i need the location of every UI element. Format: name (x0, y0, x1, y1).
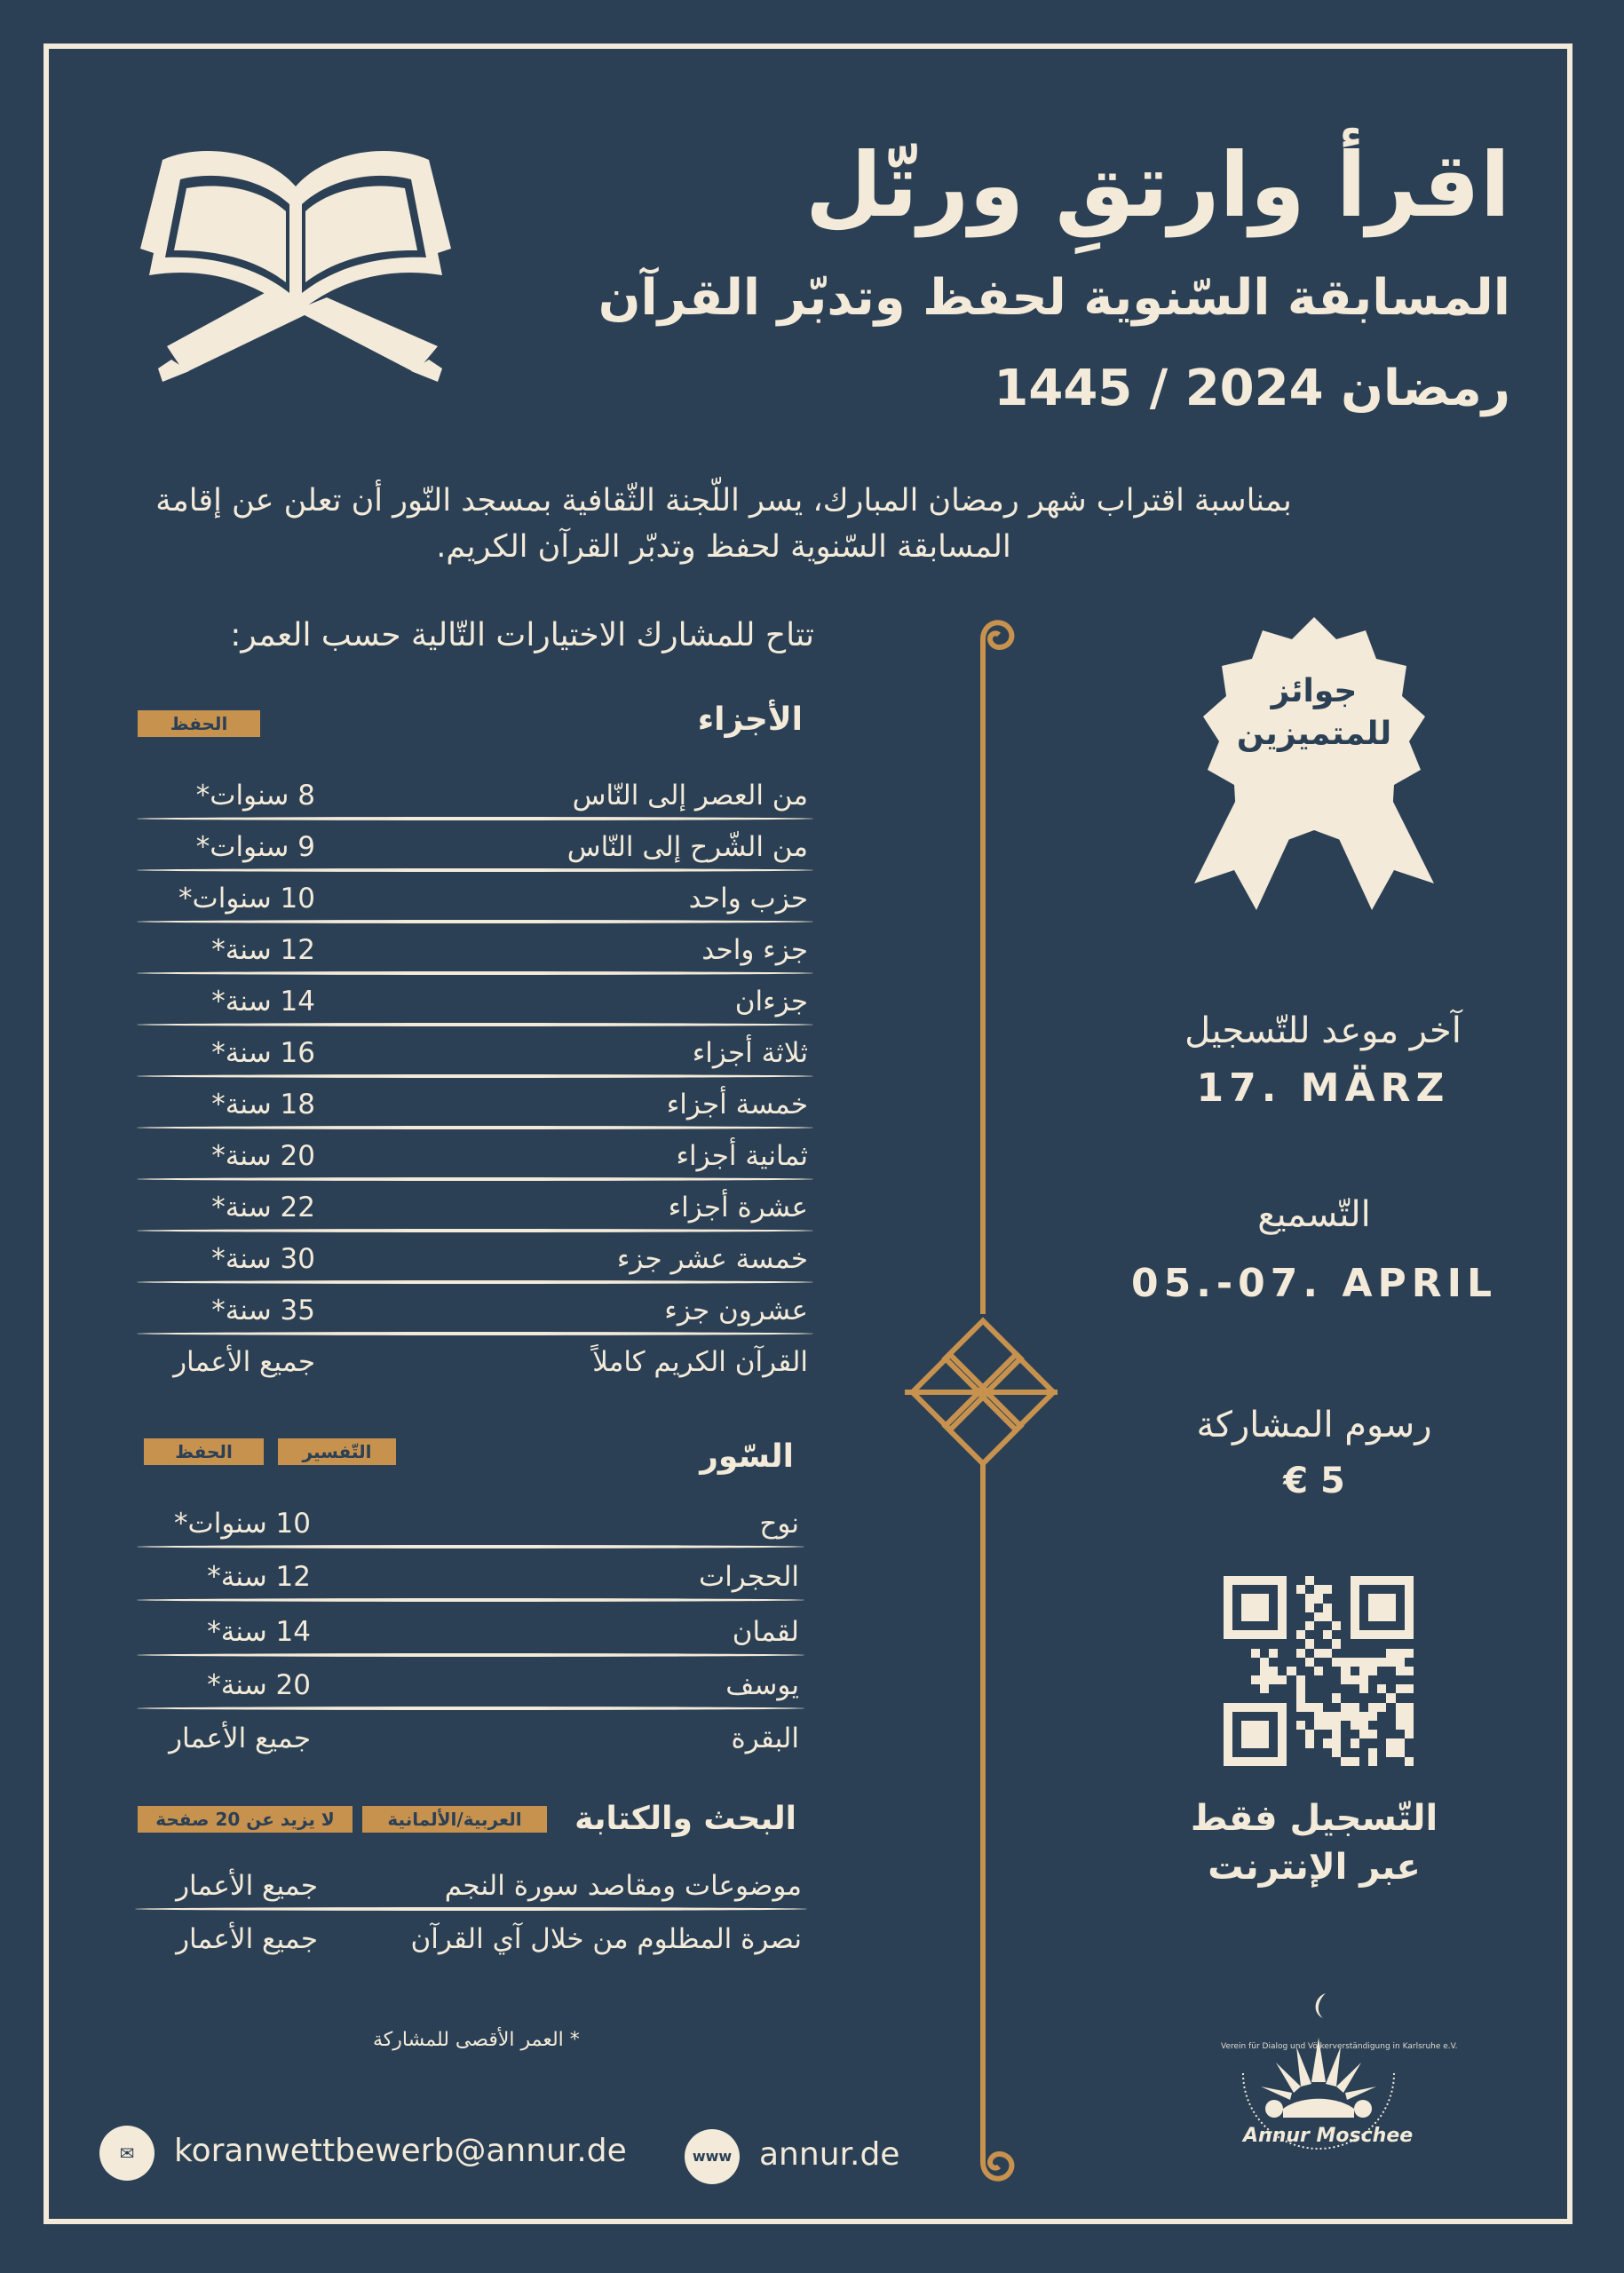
www-icon: www (685, 2129, 740, 2184)
logo-ring-text: Verein für Dialog und Völkerverständigung in Karlsruhe e.V. (1221, 2042, 1458, 2051)
website-link[interactable]: annur.de (759, 2136, 900, 2173)
table-row: ثلاثة أجزاء 16 سنة* (142, 1032, 808, 1078)
divider-ornament (901, 613, 1061, 2189)
table-row: يوسف 20 سنة* (142, 1664, 799, 1710)
table-row: لقمان 14 سنة* (142, 1611, 799, 1657)
choices-heading: تتاح للمشارك الاختيارات التّالية حسب العمر: (230, 617, 814, 653)
prize-badge-text: جوائز للمتميزين (1236, 673, 1392, 752)
table-row: القرآن الكريم كاملاً جميع الأعمار (173, 1346, 808, 1378)
table-row: ثمانية أجزاء 20 سنة* (142, 1135, 808, 1181)
table-row: نصرة المظلوم من خلال آي القرآن جميع الأعمار (176, 1923, 802, 1955)
table-row: الحجرات 12 سنة* (142, 1556, 799, 1602)
recital-date: 05.-07. APRIL (1130, 1261, 1498, 1306)
online-registration-line2: عبر الإنترنت (1208, 1847, 1421, 1888)
tag-memorization: الحفظ (138, 710, 260, 737)
date-line: رمضان 2024 / 1445 (994, 360, 1510, 417)
online-registration-line1: التّسجيل فقط (1190, 1798, 1438, 1839)
table-row: نوح 10 سنوات* (142, 1502, 799, 1548)
section-title-research: البحث والكتابة (574, 1801, 796, 1837)
table-row: خمسة عشر جزء 30 سنة* (142, 1238, 808, 1284)
section-title-suwar: السّور (700, 1438, 794, 1475)
logo-name: Annur Moschee (1243, 2125, 1414, 2147)
table-row: من العصر إلى النّاس 8 سنوات* (142, 774, 808, 820)
email-icon: ✉ (99, 2126, 154, 2181)
table-row: من الشّرح إلى النّاس 9 سنوات* (142, 826, 808, 872)
table-row: عشرة أجزاء 22 سنة* (142, 1186, 808, 1232)
quran-book-icon (131, 133, 460, 391)
table-row: جزءان 14 سنة* (142, 980, 808, 1026)
poster-subtitle: المسابقة السّنوية لحفظ وتدبّر القرآن (598, 269, 1510, 327)
email-link[interactable]: koranwettbewerb@annur.de (174, 2133, 627, 2169)
deadline-date: 17. MÄRZ (1196, 1065, 1450, 1111)
table-row: البقرة جميع الأعمار (169, 1723, 799, 1754)
table-row: موضوعات ومقاصد سورة النجم جميع الأعمار (140, 1865, 802, 1911)
intro-text: بمناسبة اقتراب شهر رمضان المبارك، يسر اللّجنة الثّقافية بمسجد النّور أن تعلن عن إقامة المسابقة السّنوية لحفظ وتدبّر القرآن الكريم. (155, 483, 1292, 565)
qr-code[interactable] (1224, 1576, 1414, 1766)
section-title-ajza: الأجزاء (697, 701, 803, 738)
fee-label: رسوم المشاركة (1196, 1405, 1432, 1445)
tag-memorization: الحفظ (144, 1438, 264, 1465)
footnote: * العمر الأقصى للمشاركة (373, 2029, 580, 2051)
tag-languages: العربية/الألمانية (362, 1806, 547, 1833)
table-row: عشرون جزء 35 سنة* (142, 1289, 808, 1335)
recital-label: التّسميع (1257, 1194, 1371, 1235)
tag-tafsir: التّفسير (278, 1438, 396, 1465)
table-row: خمسة أجزاء 18 سنة* (142, 1083, 808, 1129)
tag-page-limit: لا يزيد عن 20 صفحة (138, 1806, 353, 1833)
prize-rosette-icon (1176, 617, 1452, 915)
table-row: جزء واحد 12 سنة* (142, 929, 808, 975)
poster-title: اقرأ وارتقِ ورتّل (804, 133, 1510, 237)
table-row: حزب واحد 10 سنوات* (142, 877, 808, 923)
deadline-label: آخر موعد للتّسجيل (1184, 1010, 1462, 1051)
fee-value: 5 € (1283, 1461, 1345, 1501)
